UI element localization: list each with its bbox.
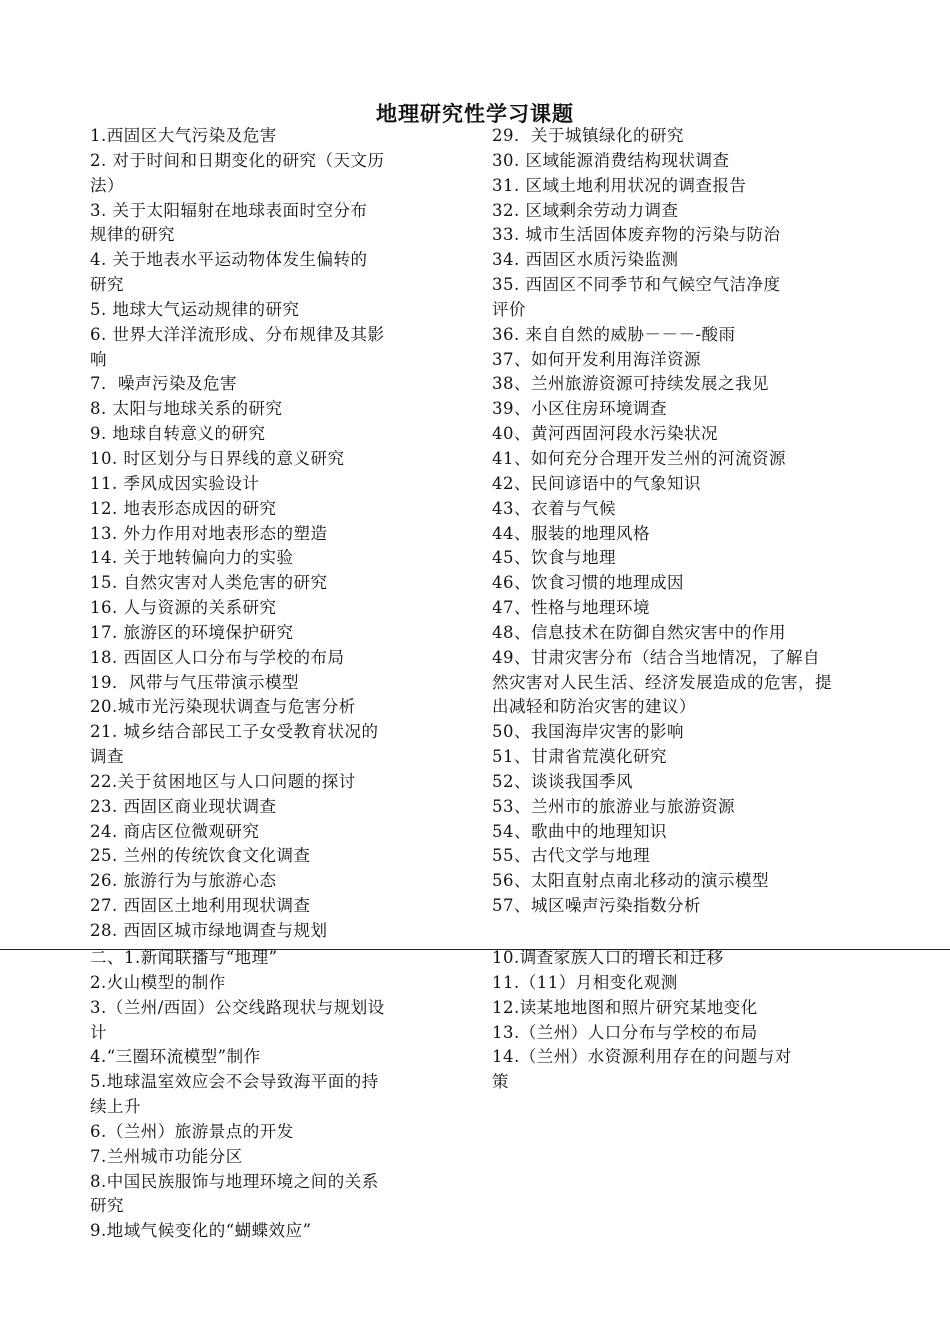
topic-line: 6.（兰州）旅游景点的开发 [90,1121,294,1141]
topic-line: 29．关于城镇绿化的研究 [492,126,684,145]
topic-line: 31. 区域土地利用状况的调查报告 [492,175,747,195]
topic-line: 32. 区域剩余劳动力调查 [492,200,679,220]
topic-list-section1-left [90,124,470,944]
topic-line: 35. 西固区不同季节和气候空气洁净度 [492,275,781,295]
topic-line: 规律的研究 [90,225,175,245]
topic-line: 33. 城市生活固体废弃物的污染与防治 [492,225,781,245]
topic-line: 37、如何开发利用海洋资源 [492,349,701,369]
topic-line: 5.地球温室效应会不会导致海平面的持 [90,1072,379,1092]
topic-line: 11. 季风成因实验设计 [90,473,260,493]
topic-line: 3. 关于太阳辐射在地球表面时空分布 [90,200,368,220]
topic-line: 二、1.新闻联播与“地理” [90,948,278,967]
topic-line: 出减轻和防治灾害的建议） [492,697,696,717]
topic-line: 56、太阳直射点南北移动的演示模型 [492,871,769,891]
topic-line: 21. 城乡结合部民工子女受教育状况的 [90,722,379,742]
topic-line: 50、我国海岸灾害的影响 [492,722,684,742]
topic-line: 34. 西固区水质污染监测 [492,250,679,270]
topic-line: 48、信息技术在防御自然灾害中的作用 [492,622,786,642]
topic-list-section1-right [492,124,872,919]
page-title: 地理研究性学习课题 [376,101,574,126]
topic-line: 12. 地表形态成因的研究 [90,498,277,518]
topic-line: 27. 西固区土地利用现状调查 [90,896,311,916]
topic-line: 54、歌曲中的地理知识 [492,821,667,841]
topic-line: 10. 时区划分与日界线的意义研究 [90,448,345,468]
topic-line: 42、民间谚语中的气象知识 [492,473,701,493]
topic-line: 53、兰州市的旅游业与旅游资源 [492,796,735,816]
topic-line: 法） [90,175,124,195]
topic-line: 55、古代文学与地理 [492,846,650,866]
topic-line: 40、黄河西固河段水污染状况 [492,424,718,444]
topic-line: 响 [90,349,107,369]
topic-line: 44、服装的地理风格 [492,523,650,543]
topic-line: 14. 关于地转偏向力的实验 [90,548,294,568]
topic-line: 7.兰州城市功能分区 [90,1146,243,1166]
topic-line: 52、谈谈我国季风 [492,771,633,791]
topic-line: 续上升 [90,1097,141,1117]
topic-line: 49、甘肃灾害分布（结合当地情况，了解自 [492,647,820,667]
topic-line: 41、如何充分合理开发兰州的河流资源 [492,448,786,468]
topic-line: 12.读某地地图和照片研究某地变化 [492,997,758,1017]
topic-line: 25. 兰州的传统饮食文化调查 [90,846,311,866]
topic-line: 28. 西固区城市绿地调查与规划 [90,921,328,940]
topic-line: 47、性格与地理环境 [492,598,650,618]
topic-line: 计 [90,1022,107,1042]
topic-line: 调查 [90,747,124,767]
topic-line: 46、饮食习惯的地理成因 [492,573,684,593]
topic-line: 然灾害对人民生活、经济发展造成的危害，提 [492,672,832,692]
topic-line: 39、小区住房环境调查 [492,399,667,419]
topic-line: 16. 人与资源的关系研究 [90,598,277,618]
topic-line: 评价 [492,299,526,319]
topic-line: 19．风带与气压带演示模型 [90,672,299,692]
topic-line: 22.关于贫困地区与人口问题的探讨 [90,771,356,791]
topic-line: 5. 地球大气运动规律的研究 [90,299,300,319]
topic-line: 策 [492,1072,509,1092]
topic-line: 11.（11）月相变化观测 [492,972,678,992]
topic-line: 24. 商店区位微观研究 [90,821,260,841]
topic-line: 9. 地球自转意义的研究 [90,424,266,444]
topic-line: 43、衣着与气候 [492,498,616,518]
topic-line: 30. 区域能源消费结构现状调查 [492,150,730,170]
topic-line: 9.地域气候变化的“蝴蝶效应” [90,1221,312,1241]
topic-line: 4. 关于地表水平运动物体发生偏转的 [90,250,368,270]
topic-line: 3.（兰州/西固）公交线路现状与规划设 [90,997,385,1017]
topic-list-section2-left [90,946,470,1244]
topic-line: 8. 太阳与地球关系的研究 [90,399,283,419]
topic-line: 45、饮食与地理 [492,548,616,568]
topic-line: 6. 世界大洋洋流形成、分布规律及其影 [90,324,385,344]
topic-line: 15. 自然灾害对人类危害的研究 [90,573,328,593]
topic-line: 1.西固区大气污染及危害 [90,126,277,145]
topic-line: 13. 外力作用对地表形态的塑造 [90,523,328,543]
topic-line: 研究 [90,1196,124,1216]
topic-line: 14.（兰州）水资源利用存在的问题与对 [492,1047,792,1067]
topic-line: 10.调查家族人口的增长和迁移 [492,948,724,967]
topic-line: 4.“三圈环流模型”制作 [90,1047,261,1067]
topic-line: 研究 [90,275,124,295]
topic-line: 7．噪声污染及危害 [90,374,237,394]
topic-line: 36. 来自自然的威胁－－－-酸雨 [492,324,736,344]
topic-line: 38、兰州旅游资源可持续发展之我见 [492,374,769,394]
topic-line: 18. 西固区人口分布与学校的布局 [90,647,345,667]
topic-line: 13.（兰州）人口分布与学校的布局 [492,1022,758,1042]
topic-line: 8.中国民族服饰与地理环境之间的关系 [90,1171,379,1191]
topic-line: 2.火山模型的制作 [90,972,226,992]
topic-line: 51、甘肃省荒漠化研究 [492,747,667,767]
topic-line: 20.城市光污染现状调查与危害分析 [90,697,356,717]
topic-line: 26. 旅游行为与旅游心态 [90,871,277,891]
topic-line: 57、城区噪声污染指数分析 [492,896,701,916]
topic-line: 17. 旅游区的环境保护研究 [90,622,294,642]
topic-line: 23. 西固区商业现状调查 [90,796,277,816]
topic-line: 2. 对于时间和日期变化的研究（天文历 [90,150,385,170]
topic-list-section2-right [492,946,872,1095]
